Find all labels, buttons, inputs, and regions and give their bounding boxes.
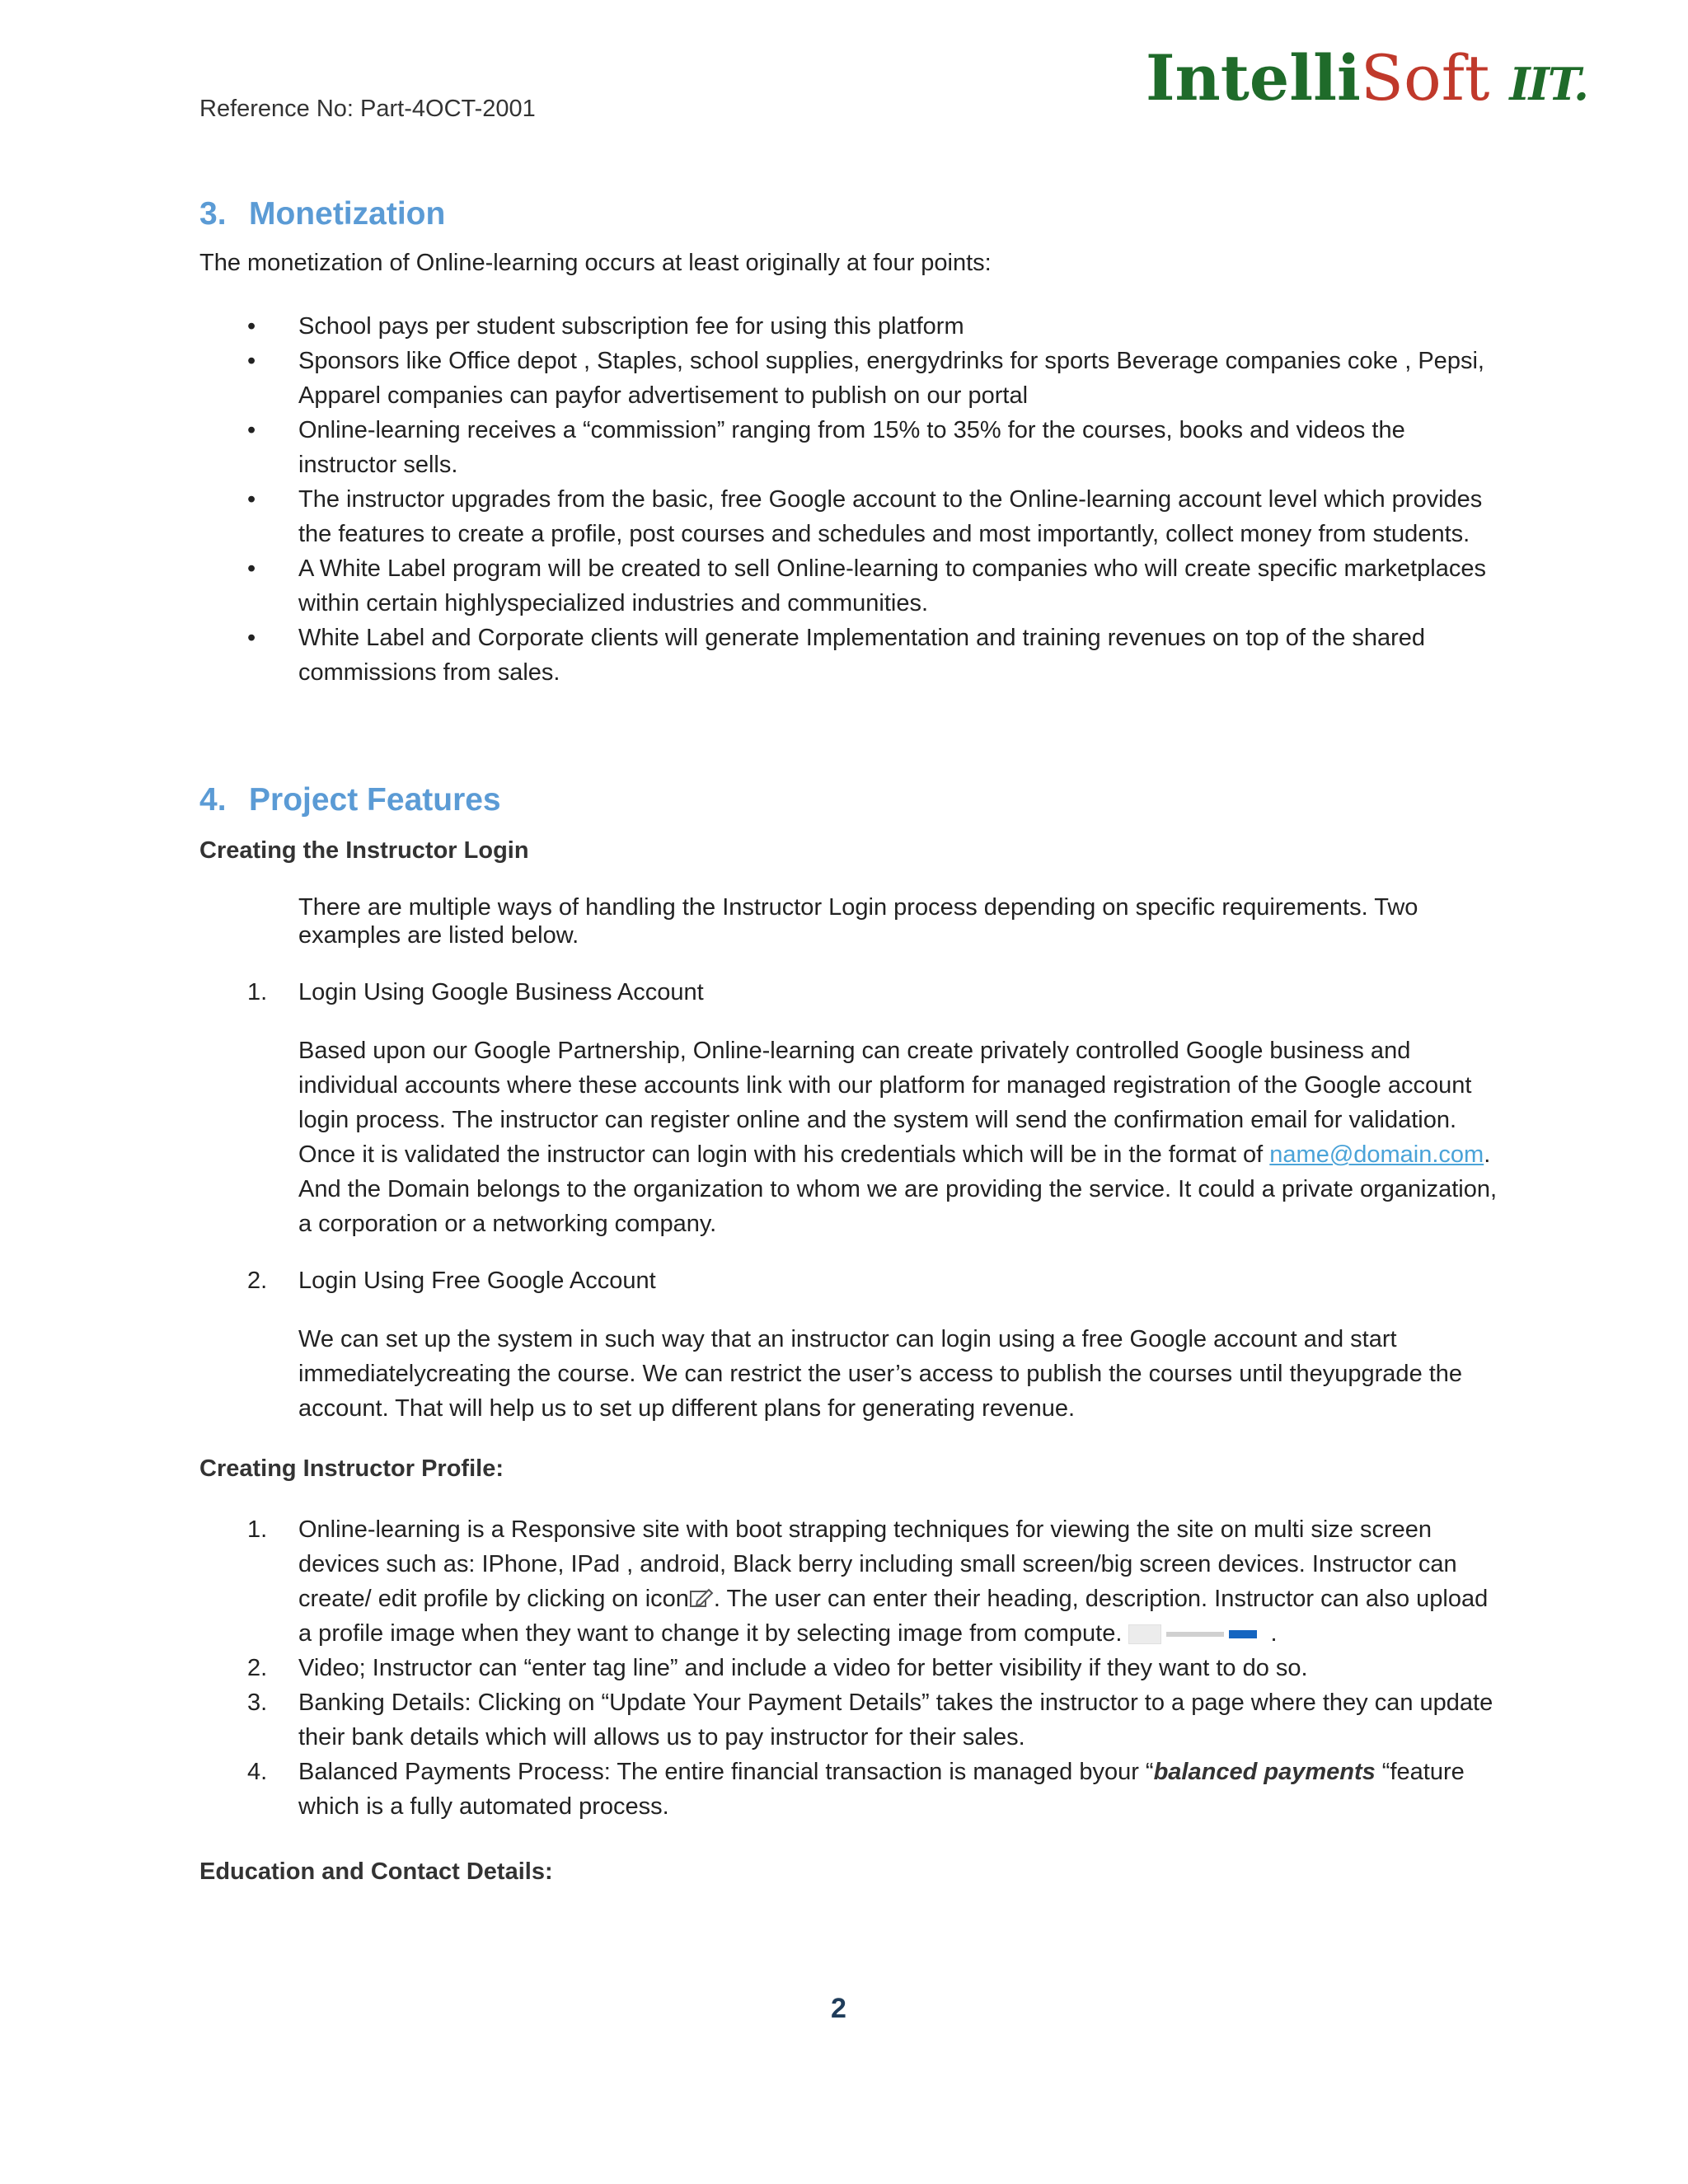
- section-4-heading: [199, 782, 501, 818]
- list-item: 3. Banking Details: Clicking on “Update Your Payment Details” takes the instructor to a page where they can update their bank details which will allows us to pay instructor for their sales.: [247, 1685, 1500, 1755]
- email-link[interactable]: name@domain.com: [1269, 1141, 1484, 1168]
- login-option-2: 2. Login Using Free Google Account: [247, 1268, 656, 1294]
- list-number: 2.: [247, 1655, 268, 1681]
- login-option-1: 1. Login Using Google Business Account: [247, 979, 704, 1005]
- section-4-number: 4.: [199, 782, 227, 818]
- list-item: 2. Video; Instructor can “enter tag line” and include a video for better visibility if they want to do so.: [247, 1651, 1500, 1685]
- list-item: • Online-learning receives a “commission” ranging from 15% to 35% for the courses, books and videos the instructor sells.: [247, 413, 1500, 482]
- profile-subheading: Creating Instructor Profile:: [199, 1455, 504, 1482]
- logo-part-intelli: Intelli: [1146, 41, 1361, 115]
- section-3-number: 3.: [199, 196, 227, 232]
- bullet-icon: •: [247, 313, 256, 340]
- section-3-intro: The monetization of Online-learning occurs at least originally at four points:: [199, 250, 992, 276]
- section-3-title: Monetization: [249, 196, 446, 232]
- login-option-1-body: Based upon our Google Partnership, Online-learning can create privately controlled Google business and individual accounts where these accounts link with our platform for managed registration of the Google account login process. The instructor can register online and the system will send the confirmation email for validation. Once it is validated the instructor can login with his credentials which will be in the format of name@domain.com. And the Domain belongs to the organization to whom we are providing the service. It could a private organization, a corporation or a networking company.: [298, 1038, 1498, 1237]
- list-item: 4. Balanced Payments Process: The entire financial transaction is managed byour “balanced payments “feature which is a fully automated process.: [247, 1755, 1500, 1824]
- list-number: 3.: [247, 1690, 268, 1716]
- bullet-icon: •: [247, 486, 256, 513]
- login-intro: There are multiple ways of handling the Instructor Login process depending on specific requirements. Two examples are listed below.: [298, 894, 1418, 949]
- list-item: • Sponsors like Office depot , Staples, school supplies, energydrinks for sports Beverage companies coke , Pepsi, Apparel companies can payfor advertisement to publish on our portal: [247, 344, 1500, 413]
- list-item: • A White Label program will be created to sell Online-learning to companies who will create specific marketplaces within certain highlyspecialized industries and communities.: [247, 551, 1500, 621]
- section-4-title: Project Features: [249, 782, 501, 818]
- education-subheading: Education and Contact Details:: [199, 1858, 553, 1885]
- list-item: • The instructor upgrades from the basic, free Google account to the Online-learning account level which provides the features to create a profile, post courses and schedules and most importantly, collect money from students.: [247, 482, 1500, 551]
- list-number: 4.: [247, 1759, 268, 1785]
- file-chooser-thumbnail: [1128, 1624, 1257, 1644]
- bullet-icon: •: [247, 417, 256, 443]
- logo-part-soft: Soft: [1360, 41, 1490, 115]
- company-logo: [1146, 41, 1587, 115]
- login-subheading: Creating the Instructor Login: [199, 837, 529, 864]
- bullet-icon: •: [247, 348, 256, 374]
- page-number: 2: [831, 1993, 846, 2024]
- balanced-payments-emphasis: balanced payments: [1153, 1759, 1376, 1785]
- monetization-list: [247, 309, 1500, 690]
- list-item: • White Label and Corporate clients will generate Implementation and training revenues on top of the shared commissions from sales.: [247, 621, 1500, 690]
- logo-part-it: IIT.: [1509, 58, 1587, 110]
- list-item: • School pays per student subscription fee for using this platform: [247, 309, 1500, 344]
- login-option-2-body: We can set up the system in such way that an instructor can login using a free Google account and start immediatelycreating the course. We can restrict the user’s access to publish the courses until theyupgrade the account. That will help us to set up different plans for generating revenue.: [298, 1326, 1463, 1422]
- reference-number: Reference No: Part-4OCT-2001: [199, 96, 536, 122]
- bullet-icon: •: [247, 555, 256, 582]
- section-3-heading: [199, 196, 445, 232]
- profile-list: [247, 1512, 1500, 1824]
- list-number: 1.: [247, 1516, 268, 1543]
- edit-icon: [689, 1584, 714, 1605]
- bullet-icon: •: [247, 625, 256, 651]
- list-item: 1. Online-learning is a Responsive site with boot strapping techniques for viewing the site on multi size screen devices such as: IPhone, IPad , android, Black berry including small screen/big screen devices. Instructor can create/ edit profile by clicking on icon . The user can enter their heading, description. Instructor can also upload a profile image when they want to change it by selecting image from compute. .: [247, 1512, 1500, 1651]
